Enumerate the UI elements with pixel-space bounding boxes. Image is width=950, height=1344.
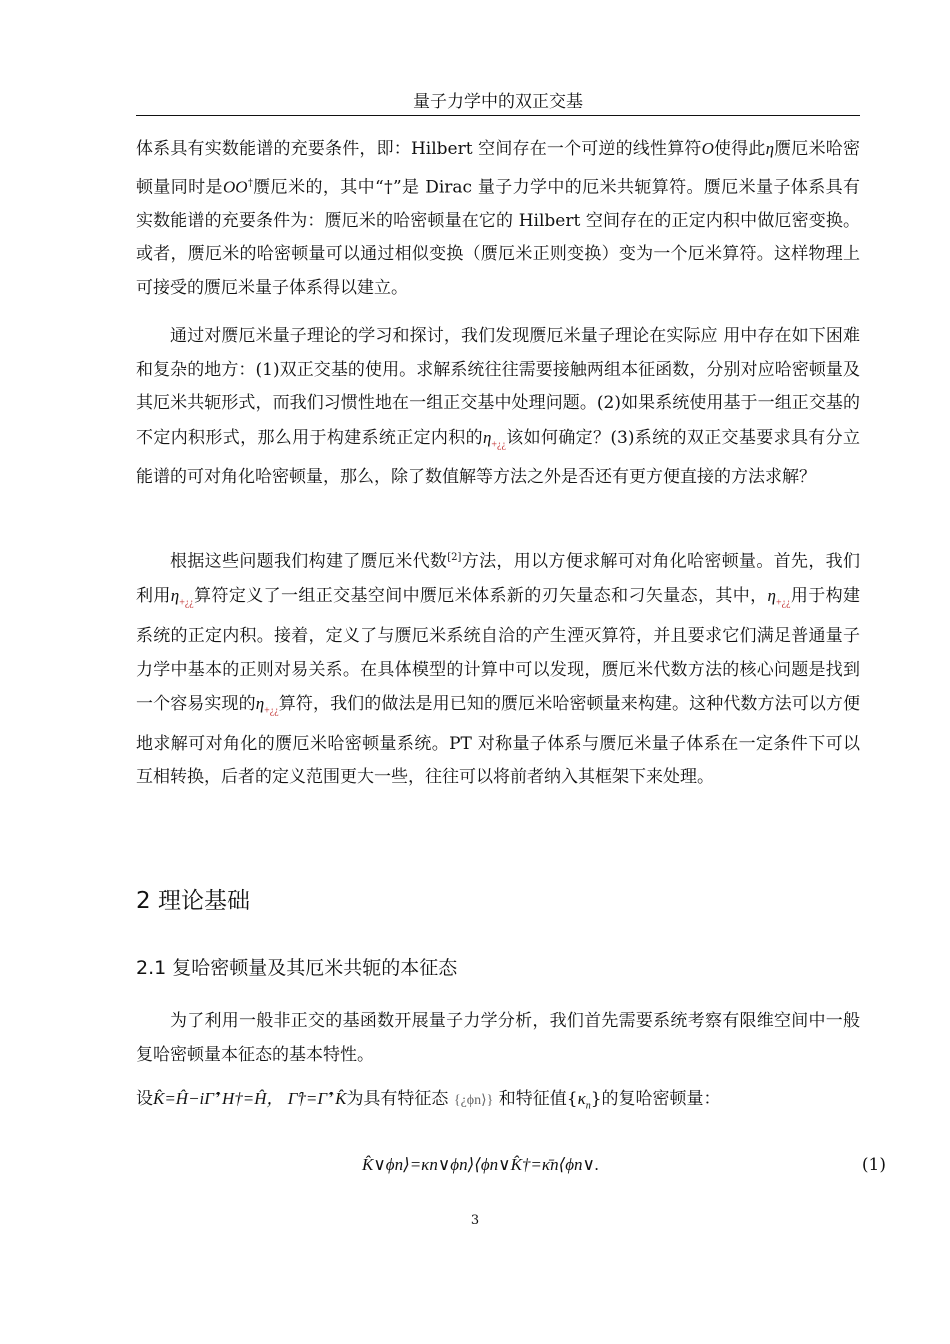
text-run: 为了利用一般非正交的基函数开展量子力学分析，我们首先需要系统考察有限维空间中一般复哈密顿量本征态的基本特性。: [136, 1011, 860, 1065]
text-run: 该如何确定？(3)系统的双正交基要求具有分立能谱的可对角化哈密顿量，那么，除了数值解等方法之外是否还有更方便直接的方法求解？: [136, 427, 860, 488]
text-run: }的复哈密顿量：: [590, 1089, 721, 1109]
eta-plus-symbol: [482, 427, 506, 450]
text-run: 方法，用以方便求解可对角化哈密顿量。首先，我们利用: [136, 551, 861, 607]
eta-plus-symbol: [255, 694, 279, 717]
text-run: 算符定义了一组正交基空间中赝厄米体系新的刃矢量态和刁矢量态，其中，: [193, 586, 768, 607]
text-run: 设: [136, 1089, 153, 1109]
text-run: 体系具有实数能谱的充要条件，即：Hilbert 空间存在一个可逆的线性算符: [136, 139, 702, 159]
eta-symbol: η: [765, 139, 775, 158]
eta-plus-symbol: [767, 586, 791, 609]
eta-subscript: +¿¿: [491, 438, 506, 450]
paragraph-difficulties: [136, 320, 860, 495]
running-header: 量子力学中的双正交基: [413, 92, 583, 112]
text-run: 用于构建系统的正定内积。接着，定义了与赝厄米系统自洽的产生湮灭算符，并且要求它们满足普通量子力学中基本的正则对易关系。在具体模型的计算中可以发现，赝厄米代数方法的核心问题是找到一个容易实现的: [136, 586, 861, 715]
paragraph-intro-nonorthogonal: [136, 1005, 860, 1072]
eta-subscript: +¿¿: [179, 597, 194, 609]
section-heading: 2 理论基础: [136, 888, 250, 914]
kappa-subscript: n: [585, 1100, 591, 1112]
page-number: 3: [470, 1213, 480, 1228]
text-run: 和特征值{: [493, 1089, 578, 1109]
header-rule: [136, 115, 860, 116]
text-run: 为具有特征态: [346, 1089, 449, 1109]
text-run: 根据这些问题我们构建了赝厄米代数: [170, 551, 448, 572]
text-run: 使得此: [713, 139, 766, 159]
paragraph-complex-hamiltonian-def: [136, 1082, 860, 1123]
eta-plus-symbol: [170, 586, 194, 609]
text-run: 通过对赝厄米量子理论的学习和探讨，我们发现赝厄米量子理论在实际应 用中存在如下困难和复杂的地方：(1)双正交基的使用。求解系统往往需要接触两组本征函数，分别对应哈密顿量及其厄米共轭形式，而我们习惯性地在一组正交基中处理问题。(2)如果系统使用基于一组正交基的不定内积形式，那么用于构建系统正定内积的: [136, 326, 860, 448]
operator-o: O: [701, 139, 714, 158]
citation-ref: [2]: [447, 552, 462, 563]
equation-number: (1): [861, 1155, 886, 1175]
text-run: 赝厄米哈密顿量同时是: [136, 139, 860, 198]
hamiltonian-definition-math: K̂=Ĥ−iΓ̂’ H†=Ĥ， Γ̂†=Γ̂’ K̂: [153, 1089, 347, 1108]
text-run: 赝厄米的，其中“†”是 Dirac 量子力学中的厄米共轭算符。赝厄米量子体系具有实数能谱的充要条件为：赝厄米的哈密顿量在它的 Hilbert 空间存在的正定内积中做厄密变换。或者，赝厄米的哈密顿量可以通过相似变换（赝厄米正则变换）变为一个厄米算符。这样物理上可接受的赝厄米量子体系得以建立。: [136, 177, 861, 298]
eta-subscript: +¿¿: [775, 597, 791, 609]
text-run: 算符，我们的做法是用已知的赝厄米哈密顿量来构建。这种代数方法可以方便地求解可对角化的赝厄米哈密顿量系统。PT 对称量子体系与赝厄米量子体系在一定条件下可以互相转换，后者的定义范围更大一些，往往可以将前者纳入其框架下来处理。: [136, 694, 861, 788]
eta-letter: η: [255, 694, 265, 714]
operator-oo: OO: [222, 177, 248, 197]
equation-body: K̂∨ϕn⟩=κn∨ϕn⟩⟨ϕn∨K̂†=κ̄n⟨ϕn∨.: [362, 1155, 600, 1174]
paragraph-pseudo-hermitian-algebra: [136, 541, 860, 795]
dagger-superscript: †: [247, 177, 254, 189]
subsection-heading: 2.1 复哈密顿量及其厄米共轭的本征态: [136, 957, 458, 979]
eta-letter: η: [482, 427, 492, 447]
eta-letter: η: [170, 586, 180, 606]
kappa-symbol: κ: [577, 1089, 586, 1108]
eta-subscript: +¿¿: [264, 705, 279, 717]
eigenstate-set: {¿ϕn⟩}: [453, 1093, 494, 1108]
paragraph-pseudo-hermitian-conditions: [136, 132, 860, 305]
eta-letter: η: [767, 586, 776, 606]
